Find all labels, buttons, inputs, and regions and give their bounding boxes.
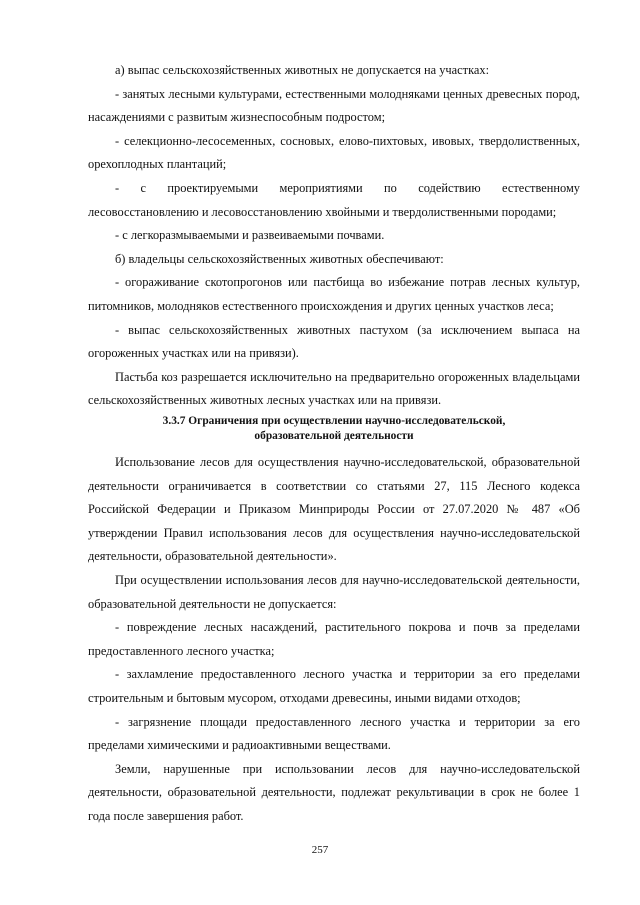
section-heading-line: образовательной деятельности [254, 430, 414, 442]
paragraph: - селекционно-лесосеменных, сосновых, елово-пихтовых, ивовых, твердолиственных, орехоплодных плантаций; [88, 133, 580, 172]
section-heading [88, 414, 580, 444]
section-heading-line: 3.3.7 Ограничения при осуществлении научно-исследовательской, [162, 415, 506, 427]
paragraph: - загрязнение площади предоставленного лесного участка и территории за его пределами химическими и радиоактивными веществами. [88, 714, 580, 753]
paragraph: - с проектируемыми мероприятиями по содействию естественному лесовосстановлению и лесовосстановлению хвойными и твердолиственными породами; [88, 180, 580, 219]
body-text-top [88, 59, 580, 413]
paragraph: - занятых лесными культурами, естественными молодняками ценных древесных пород, насаждениями с развитым жизнеспособным подростом; [88, 86, 580, 125]
paragraph: б) владельцы сельскохозяйственных животных обеспечивают: [115, 251, 444, 266]
paragraph: а) выпас сельскохозяйственных животных не допускается на участках: [115, 63, 490, 77]
paragraph: При осуществлении использования лесов для научно-исследовательской деятельности, образовательной деятельности не допускается: [88, 572, 580, 611]
paragraph: Использование лесов для осуществления научно-исследовательской, образовательной деятельности ограничивается в соответствии со статьями 27, 115 Лесного кодекса Российской Федерации и Приказом Минприроды России от 27.07.2020 № 487 «Об утверждении Правил использования лесов для осуществления научно-исследовательской деятельности, образовательной деятельности». [88, 455, 580, 564]
paragraph: - огораживание скотопрогонов или пастбища во избежание потрав лесных культур, питомников, молодняков естественного происхождения и других ценных участков леса; [88, 275, 580, 313]
paragraph: Земли, нарушенные при использовании лесов для научно-исследовательской деятельности, образовательной деятельности, подлежат рекультивации в срок не более 1 года после завершения работ. [88, 761, 580, 823]
paragraph: - повреждение лесных насаждений, растительного покрова и почв за пределами предоставленного лесного участка; [88, 620, 580, 658]
body-text-bottom [88, 451, 580, 829]
paragraph: - с легкоразмываемыми и развеиваемыми почвами. [115, 228, 385, 243]
paragraph: - выпас сельскохозяйственных животных пастухом (за исключением выпаса на огороженных участках или на привязи). [88, 322, 580, 361]
paragraph: - захламление предоставленного лесного участка и территории за его пределами строительным и бытовым мусором, отходами древесины, иными видами отходов; [88, 667, 580, 705]
paragraph: Пастьба коз разрешается исключительно на предварительно огороженных владельцами сельскохозяйственных животных лесных участках или на привязи. [88, 369, 580, 408]
page-number: 257 [311, 844, 329, 856]
